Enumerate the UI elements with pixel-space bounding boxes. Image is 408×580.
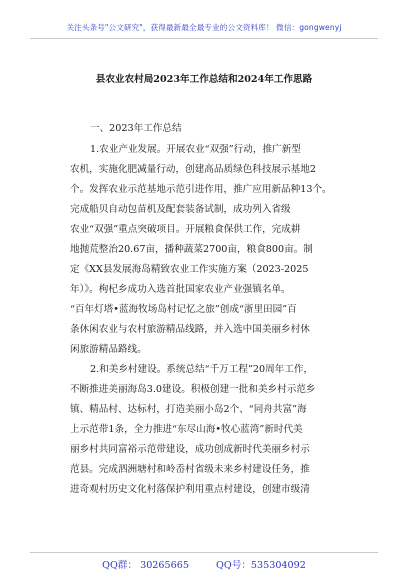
body-line: 完成船贝自动包苗机及配套装备试制，成功列入省级 xyxy=(70,204,291,215)
body-line: 农机，实施化肥减量行动，创建高品质绿色科技展示基地2 xyxy=(70,164,316,175)
footer-contacts xyxy=(0,557,408,571)
body-line: 个。发挥农业示范基地示范引进作用，推广应用新品种13个。 xyxy=(70,184,332,195)
header-divider xyxy=(30,38,378,39)
body-line: 镇、精品村、达标村，打造美丽小岛2个、“同舟共富”海 xyxy=(70,404,307,415)
body-line: “百年灯塔•蓝海牧场岛村记忆之旅”创成“浙里田园”百 xyxy=(70,304,297,315)
body-line: 农业“双强”重点突破项目。开展粮食保供工作，完成耕 xyxy=(70,224,301,235)
body-line: 1.农业产业发展。开展农业“双强”行动，推广新型 xyxy=(90,144,301,155)
body-line: 2.和美乡村建设。系统总结“千万工程”20周年工作， xyxy=(90,364,314,375)
body-line: 范县。完成泗洲塘村和岭岙村省级未来乡村建设任务，推 xyxy=(70,464,310,475)
body-line: 地抛荒整治20.67亩，播种蔬菜2700亩，粮食800亩。制 xyxy=(70,244,313,255)
body-line: 不断推进美丽海岛3.0建设。积极创建一批和美乡村示范乡 xyxy=(70,384,316,395)
document-body xyxy=(70,140,332,500)
header-notice: 关注头条号"公文研究"，获得最新最全最专业的公文资料库！ 微信：gongwenyj xyxy=(66,23,342,32)
section-heading: 一、2023年工作总结 xyxy=(90,123,182,134)
body-line: 闲旅游精品路线。 xyxy=(70,344,147,355)
body-line: 上示范带1条，全力推进“东尽山海•牧心蓝湾”新时代美 xyxy=(70,424,303,435)
footer-divider xyxy=(30,552,378,553)
body-line: 条休闲农业与农村旅游精品线路，并入选中国美丽乡村休 xyxy=(70,324,310,335)
body-line: 年）》。枸杞乡成功入选首批国家农业产业强镇名单。 xyxy=(70,284,291,295)
document-title: 县农业农村局2023年工作总结和2024年工作思路 xyxy=(95,74,313,85)
footer-qq-number: QQ号：535304092 xyxy=(216,560,306,571)
body-line: 定《XX县发展海岛精致农业工作实施方案（2023-2025 xyxy=(70,264,309,275)
footer-qq-group: QQ群： 30265665 xyxy=(102,560,189,571)
body-line: 丽乡村共同富裕示范带建设，成功创成新时代美丽乡村示 xyxy=(70,444,310,455)
body-line: 进奇观村历史文化村落保护利用重点村建设，创建市级清 xyxy=(70,484,310,495)
